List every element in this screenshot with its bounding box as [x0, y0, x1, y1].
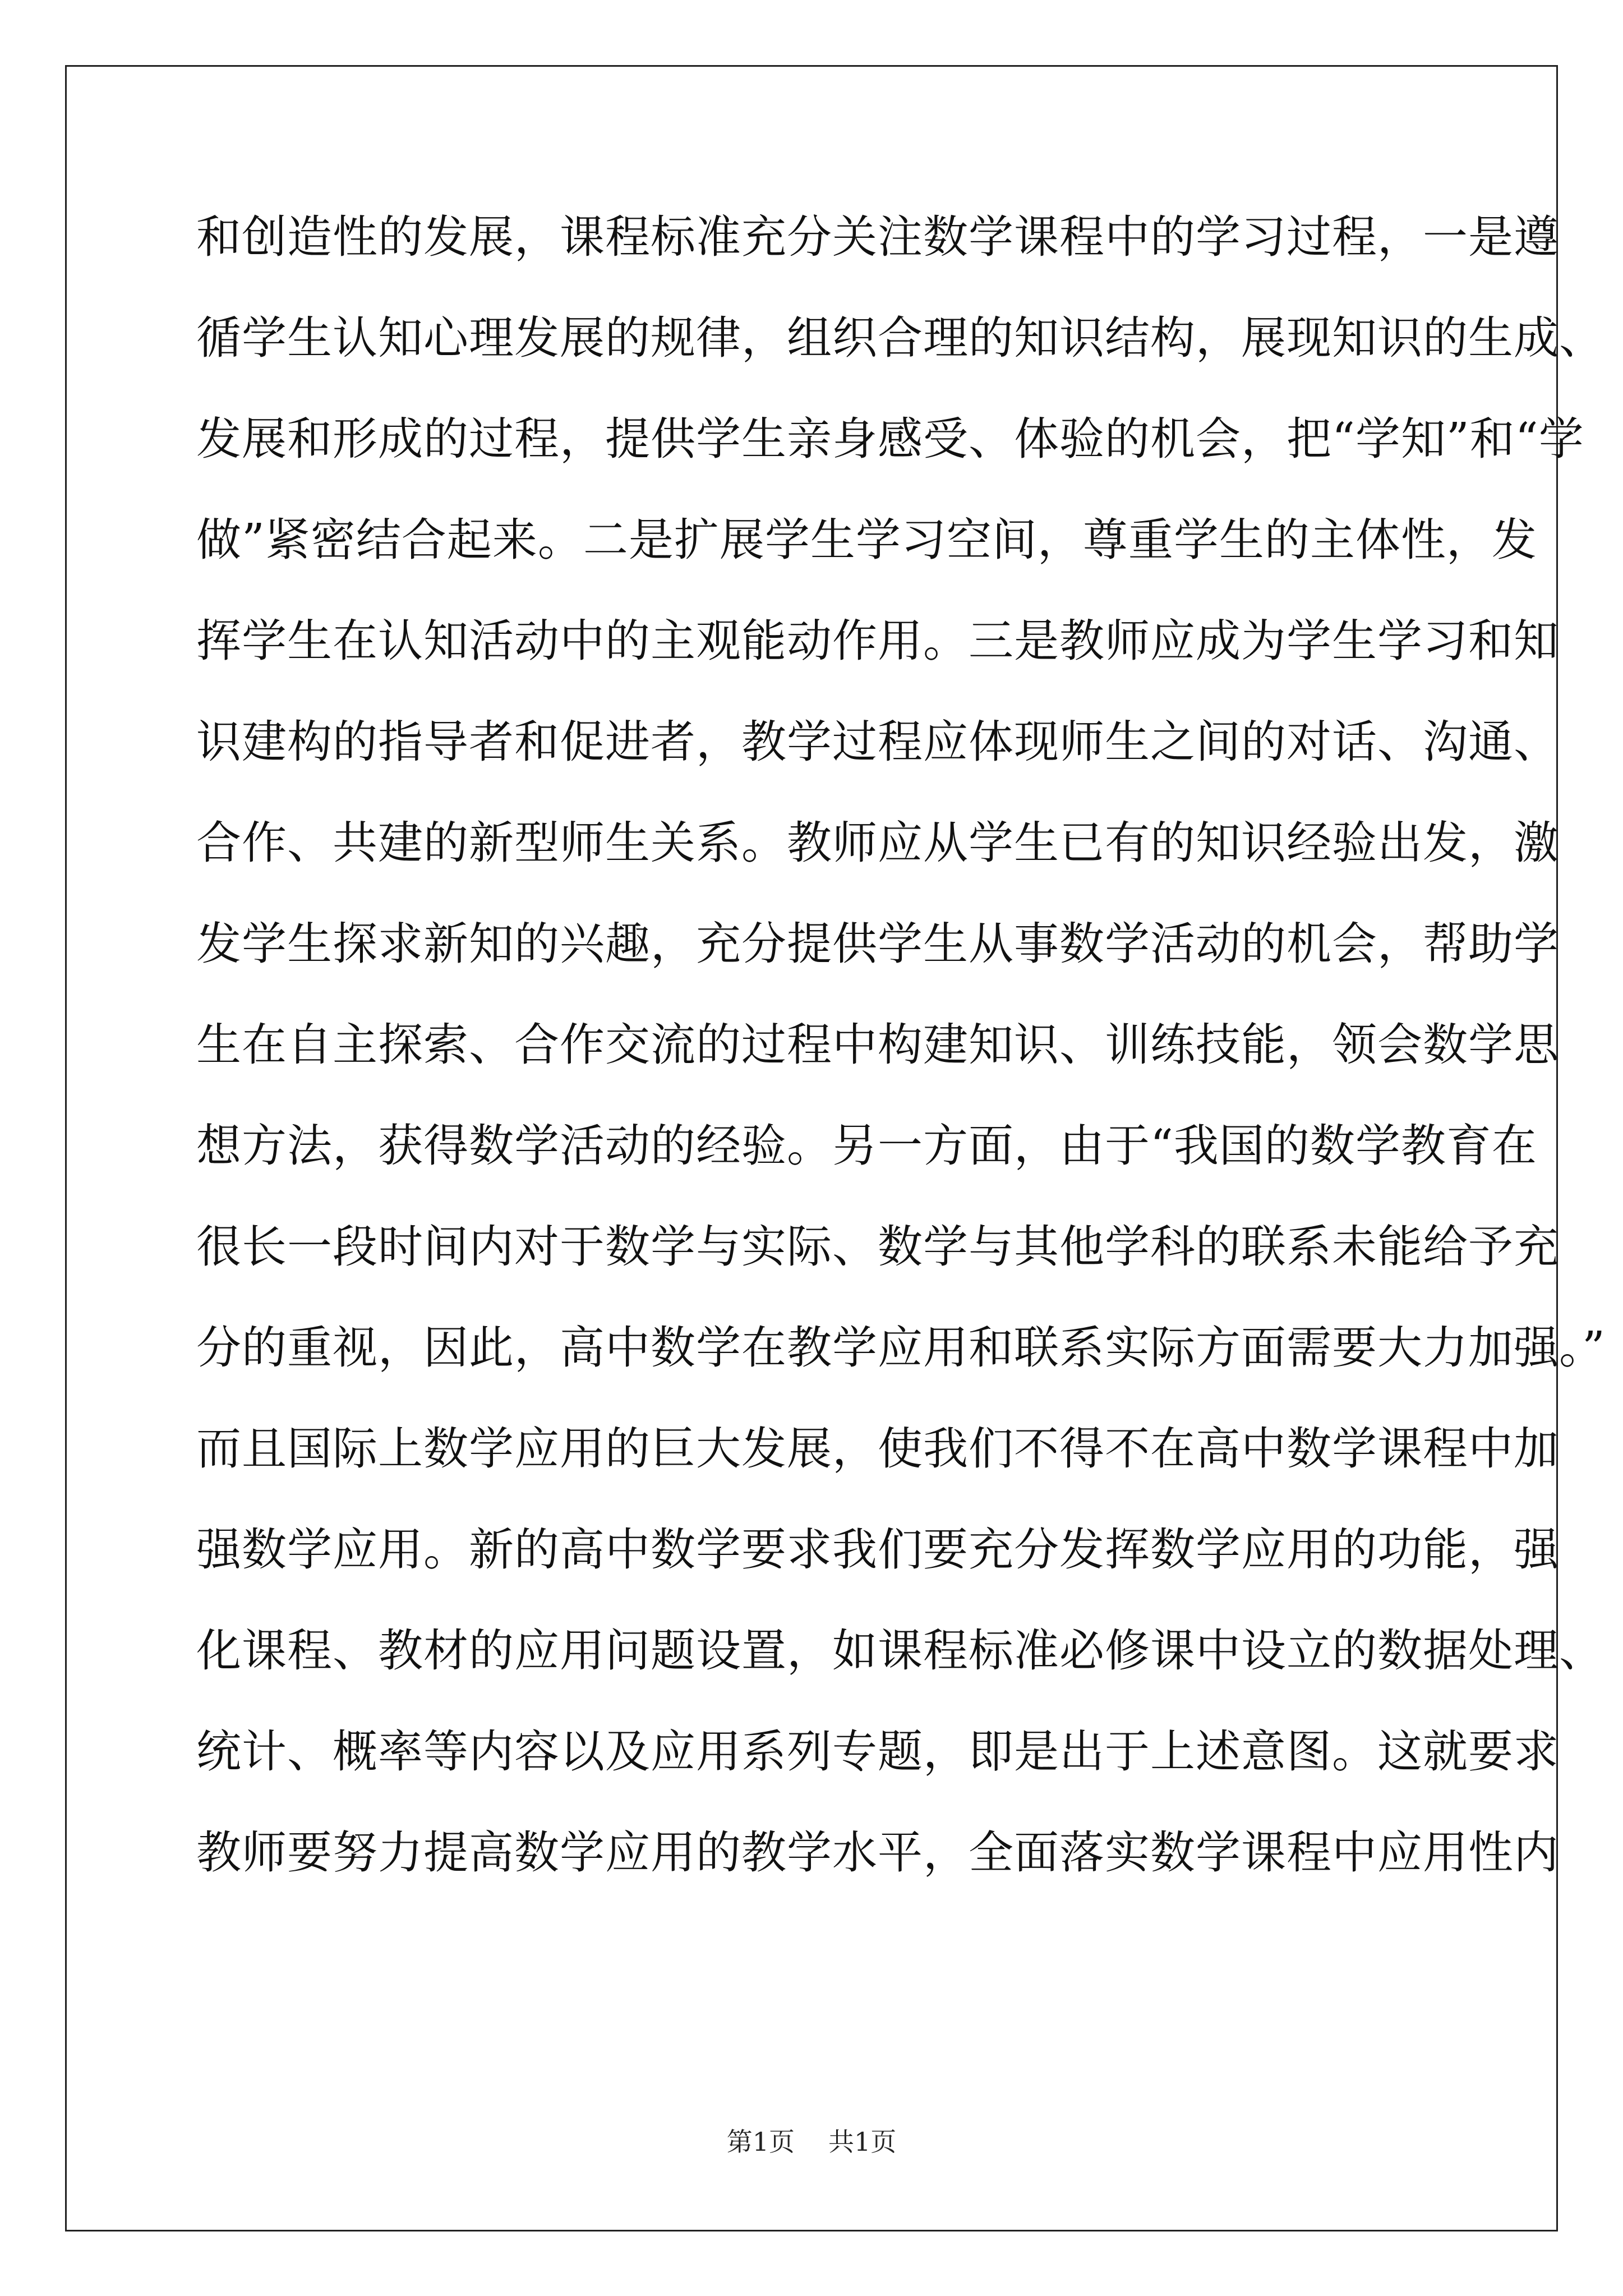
text-line: 而且国际上数学应用的巨大发展，使我们不得不在高中数学课程中加 — [196, 1423, 1559, 1475]
text-line: 分的重视，因此，高中数学在教学应用和联系实际方面需要大力加强。” — [196, 1322, 1606, 1374]
text-line: 统计、概率等内容以及应用系列专题，即是出于上述意图。这就要求 — [196, 1726, 1559, 1778]
text-line: 生在自主探索、合作交流的过程中构建知识、训练技能，领会数学思 — [196, 1019, 1559, 1071]
text-line: 做”紧密结合起来。二是扩展学生学习空间，尊重学生的主体性，发 — [196, 514, 1537, 566]
text-line: 发展和形成的过程，提供学生亲身感受、体验的机会，把“学知”和“学 — [196, 413, 1584, 465]
text-line: 挥学生在认知活动中的主观能动作用。三是教师应成为学生学习和知 — [196, 615, 1559, 667]
page-number: 第1页 — [726, 2127, 795, 2157]
text-line: 化课程、教材的应用问题设置，如课程标准必修课中设立的数据处理、 — [196, 1625, 1604, 1677]
text-line: 想方法，获得数学活动的经验。另一方面，由于“我国的数学教育在 — [196, 1120, 1537, 1172]
text-line: 教师要努力提高数学应用的教学水平，全面落实数学课程中应用性内 — [196, 1826, 1559, 1879]
page-footer — [0, 2126, 1623, 2157]
text-line: 合作、共建的新型师生关系。教师应从学生已有的知识经验出发，激 — [196, 817, 1559, 869]
text-line: 和创造性的发展，课程标准充分关注数学课程中的学习过程，一是遵 — [196, 211, 1559, 263]
page-total: 共1页 — [828, 2127, 897, 2157]
text-line: 强数学应用。新的高中数学要求我们要充分发挥数学应用的功能，强 — [196, 1524, 1559, 1576]
text-line: 识建构的指导者和促进者，教学过程应体现师生之间的对话、沟通、 — [196, 716, 1559, 768]
text-line: 循学生认知心理发展的规律，组织合理的知识结构，展现知识的生成、 — [196, 312, 1604, 364]
body-text — [196, 210, 1606, 1927]
text-line: 很长一段时间内对于数学与实际、数学与其他学科的联系未能给予充 — [196, 1221, 1559, 1273]
text-line: 发学生探求新知的兴趣，充分提供学生从事数学活动的机会，帮助学 — [196, 918, 1559, 970]
